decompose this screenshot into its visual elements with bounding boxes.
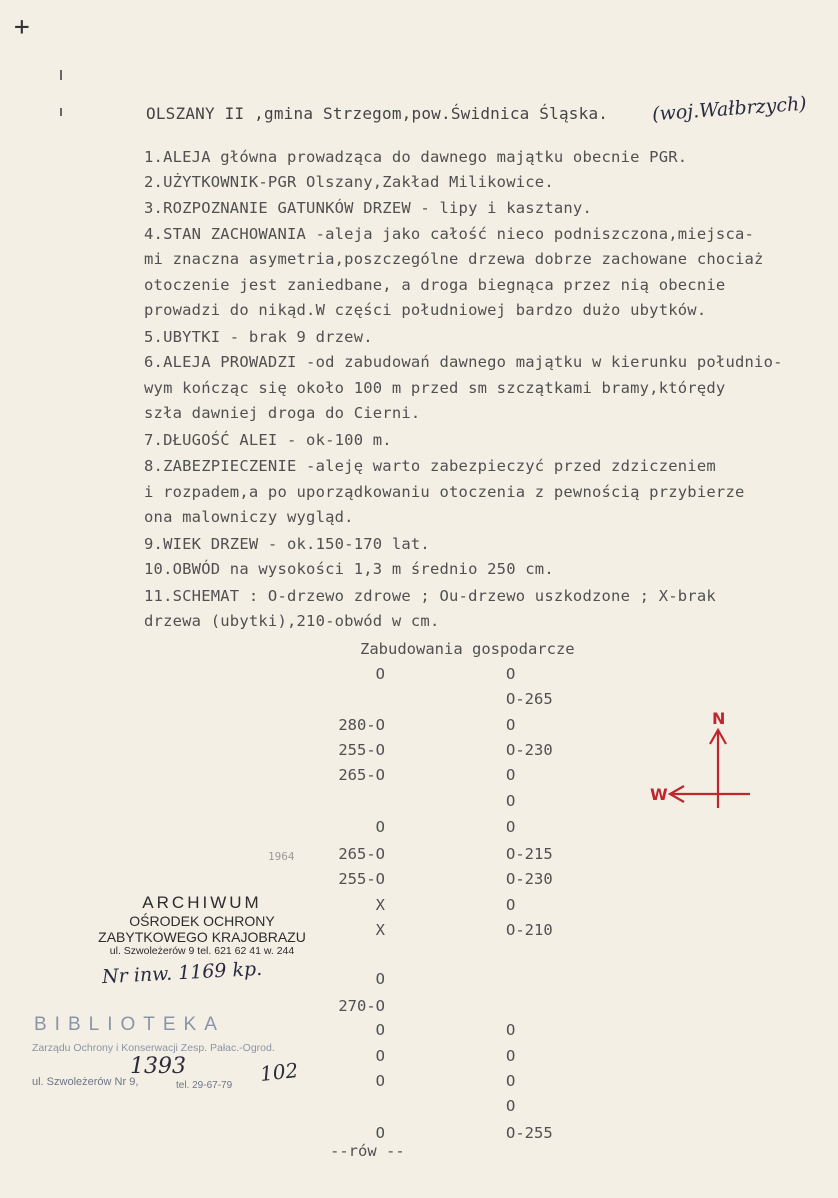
schema-left-tree: O — [375, 970, 385, 988]
item-line: prowadzi do nikąd.W części południowej bardzo dużo ubytków. — [144, 301, 707, 319]
schema-right-tree: O-210 — [506, 921, 553, 939]
library-stamp-title: BIBLIOTEKA — [34, 1014, 225, 1035]
archive-stamp-address: ul. Szwoleżerów 9 tel. 621 62 41 w. 244 — [109, 945, 295, 957]
item-line: drzewa (ubytki),210-obwód w cm. — [144, 612, 440, 630]
corner-plus-mark: + — [14, 12, 30, 42]
archive-stamp-title: ARCHIWUM — [142, 893, 262, 912]
library-stamp-line: Zarządu Ochrony i Konserwacji Zesp. Pałac.-Ogrod. — [32, 1042, 275, 1054]
schema-left-tree: X — [375, 896, 385, 914]
item-line: 4.STAN ZACHOWANIA -aleja jako całość nieco podniszczona,miejsca- — [144, 225, 755, 243]
title-handwritten-note: (woj.Wałbrzych) — [651, 92, 808, 126]
item-line: ona malowniczy wygląd. — [144, 508, 354, 526]
schema-right-tree: O — [506, 716, 516, 734]
schema-right-tree: O — [506, 1097, 516, 1115]
schema-right-tree: O-230 — [506, 870, 553, 888]
item-line: 2.UŻYTKOWNIK-PGR Olszany,Zakład Milikowice. — [144, 173, 554, 191]
item-line: mi znaczna asymetria,poszczególne drzewa dobrze zachowane chociaż — [144, 250, 764, 268]
item-line: 7.DŁUGOŚĆ ALEI - ok-100 m. — [144, 431, 392, 449]
archive-stamp-line: OŚRODEK OCHRONY — [129, 913, 275, 929]
schema-right-tree: O-215 — [506, 845, 553, 863]
binding-mark — [60, 70, 62, 80]
schema-right-tree: O — [506, 896, 516, 914]
item-line: 11.SCHEMAT : O-drzewo zdrowe ; Ou-drzewo uszkodzone ; X-brak — [144, 587, 716, 605]
schema-right-tree: O — [506, 1072, 516, 1090]
schema-right-tree: O — [506, 1021, 516, 1039]
schema-left-tree: X — [375, 921, 385, 939]
library-stamp-address: ul. Szwoleżerów Nr 9, — [32, 1076, 139, 1088]
compass-north-label: N — [712, 709, 726, 728]
schema-left-tree: 270-O — [338, 997, 385, 1015]
schema-left-tree: O — [375, 1072, 385, 1090]
item-line: 10.OBWÓD na wysokości 1,3 m średnio 250 cm. — [144, 560, 554, 578]
schema-header: Zabudowania gospodarcze — [360, 640, 575, 658]
item-line: szła dawniej droga do Cierni. — [144, 404, 421, 422]
library-handnote: 102 — [258, 1058, 300, 1086]
schema-left-tree: 255-O — [338, 741, 385, 759]
schema-right-tree: O — [506, 818, 516, 836]
item-line: 1.ALEJA główna prowadząca do dawnego majątku obecnie PGR. — [144, 148, 688, 166]
archive-stamp — [92, 893, 312, 957]
stray-mark: 1964 — [268, 850, 295, 863]
item-line: i rozpadem,a po uporządkowaniu otoczenia z pewnością przybierze — [144, 483, 745, 501]
item-line: 6.ALEJA PROWADZI -od zabudowań dawnego majątku w kierunku południo- — [144, 353, 783, 371]
compass-west-label: W — [650, 785, 668, 804]
item-line: 9.WIEK DRZEW - ok.150-170 lat. — [144, 535, 430, 553]
binding-mark — [60, 108, 62, 116]
item-line: wym kończąc się około 100 m przed sm szczątkami bramy,którędy — [144, 379, 726, 397]
schema-left-tree: 265-O — [338, 845, 385, 863]
schema-right-tree: O-230 — [506, 741, 553, 759]
schema-left-tree: O — [375, 1124, 385, 1142]
item-line: 5.UBYTKI - brak 9 drzew. — [144, 328, 373, 346]
schema-left-tree: 255-O — [338, 870, 385, 888]
schema-right-tree: O — [506, 792, 516, 810]
schema-left-tree: O — [375, 1047, 385, 1065]
schema-left-tree: 265-O — [338, 766, 385, 784]
schema-right-tree: O-265 — [506, 690, 553, 708]
library-stamp-phone: tel. 29-67-79 — [176, 1080, 233, 1091]
item-line: otoczenie jest zaniedbane, a droga biegnąca przez nią obecnie — [144, 276, 726, 294]
library-number-handwritten: 1393 — [130, 1054, 186, 1079]
schema-right-tree: O — [506, 1047, 516, 1065]
schema-right-tree: O-255 — [506, 1124, 553, 1142]
schema-left-tree: O — [375, 665, 385, 683]
archive-stamp-line: ZABYTKOWEGO KRAJOBRAZU — [98, 929, 306, 945]
compass-icon — [640, 700, 770, 820]
document-title: OLSZANY II ,gmina Strzegom,pow.Świdnica Śląska. — [146, 104, 609, 123]
item-line: 3.ROZPOZNANIE GATUNKÓW DRZEW - lipy i kasztany. — [144, 199, 592, 217]
schema-left-tree: O — [375, 818, 385, 836]
item-line: 8.ZABEZPIECZENIE -aleję warto zabezpieczyć przed zdziczeniem — [144, 457, 716, 475]
schema-left-tree: O — [375, 1021, 385, 1039]
schema-footer: --rów -- — [330, 1142, 405, 1160]
schema-right-tree: O — [506, 665, 516, 683]
schema-left-tree: 280-O — [338, 716, 385, 734]
schema-right-tree: O — [506, 766, 516, 784]
inventory-number-handwritten: Nr inw. 1169 kp. — [101, 957, 263, 989]
